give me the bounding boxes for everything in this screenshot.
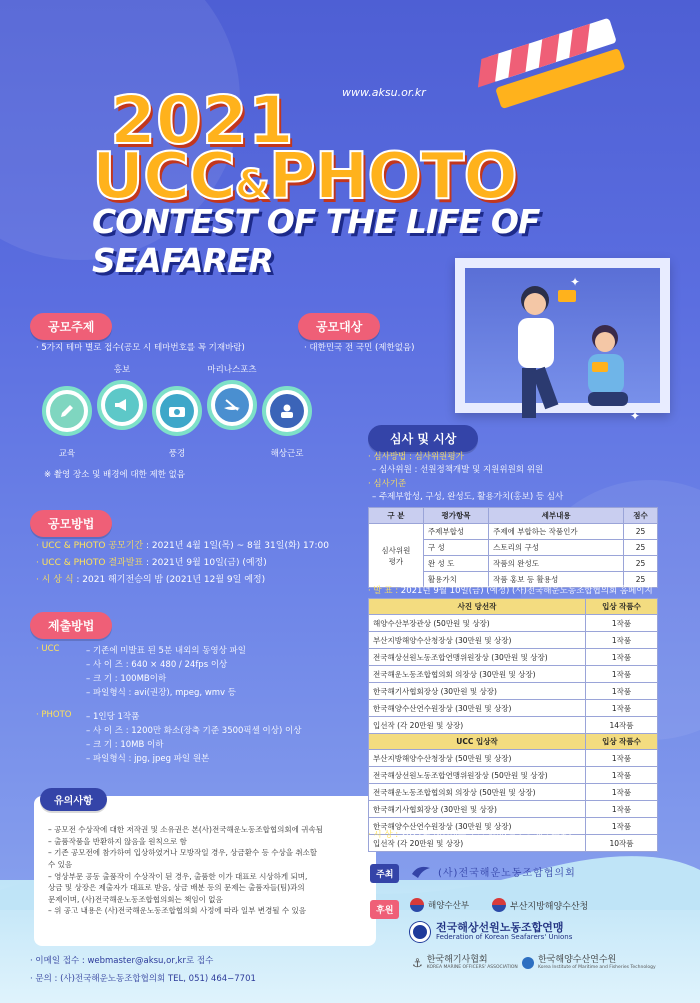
table-row: 부산지방해양수산청장상 (50만원 및 상장) 1작품 [369,750,658,767]
anchor-icon: ⚓ [412,956,423,971]
target-line: · 대한민국 전 국민 (제한없음) [304,343,415,353]
theme-heading: 공모주제 [30,313,112,340]
megaphone-icon [112,395,132,415]
ucc-label: · UCC [36,644,60,654]
union-logo-icon [410,862,432,880]
contact-phone: · 문의 : (사)전국해운노동조합협의회 TEL, 051) 464−7701 [30,974,256,984]
judging-method: · 심사방법 : 심사위원평가 [368,452,464,462]
sponsor-fksu: 전국해상선원노동조합연맹 Federation of Korean Seafarers' Unions [410,922,572,942]
method-period: · UCC & PHOTO 공모기간 : 2021년 4월 1일(목) ~ 8월 31일(화) 17:00 [36,541,329,551]
judging-criteria: – 주제부합성, 구성, 완성도, 활용가치(홍보) 등 심사 [372,492,564,502]
table-row: 한국해기사협회장상 (30만원 및 상장) 1작품 [369,801,658,818]
email-link[interactable]: webmaster@aksu,or,kr [87,956,186,966]
svg-text:✦: ✦ [630,409,641,423]
sponsor-busan: 부산지방해양수산청 [492,898,588,912]
title-main: UCC&PHOTO [92,140,517,214]
taegeuk-icon [492,898,506,912]
judging-heading: 심사 및 시상 [368,425,478,452]
table-row: 전국해운노동조합협의회 의장상 (50만원 및 상장) 1작품 [369,784,658,801]
notice-heading: 유의사항 [40,788,107,811]
table-row: 해양수산부장관상 (50만원 및 상장) 1작품 [369,615,658,632]
host-logo: (사)전국해운노동조합협의회 [410,862,576,880]
theme-label-marina: 마리나스포츠 [207,365,257,375]
worker-icon [277,401,297,421]
judging-criteria-label: · 심사기준 [368,479,407,489]
theme-work[interactable] [262,386,312,436]
clapperboard-icon [470,8,630,118]
globe-icon [522,957,534,969]
method-heading: 공모방법 [30,510,112,537]
table-row: 완 성 도 작품의 완성도 25 [369,556,658,572]
award-table: 사진 당선작 입상 작품수 해양수산부장관상 (50만원 및 상장) 1작품 부산지방해양수산청장상 (30만원 및 상장) 1작품 전국해상선원노동조합연맹위원장상 (30만원 및 상장) 1작품 전국해운노동조합협의회 의장상 (30만원 및 상장) 1작품 한국해기사협회장상 (30만원 및 상장) 1작품 한국해양수산연수원장상 (30만원 및 상장) 1작품 입선작 (각 20만원 및 상장) 14작품 UCC 입상작 입상 작품수 부산지방해양수산청장상 (50만원 및 상장) 1작품 전국해상선원노동조합연맹위원장상 (50만원 및 상장) 1작품 전국해운노동조합협의회 의장상 (50만원 및 상장) 1작품 한국해기사협회장상 (30만원 및 상장) 1작품 한국해양수산연수원장상 (30만원 및 상장) 1작품 입선작 (각 20만원 및 상장) 10작품 [368,598,658,852]
theme-edu[interactable] [42,386,92,436]
taegeuk-icon [410,898,424,912]
theme-label-promo: 홍보 [113,365,131,375]
table-row: 한국해기사협회장상 (30만원 및 상장) 1작품 [369,683,658,700]
method-ceremony: · 시 상 식 : 2021 해기전승의 밤 (2021년 12월 9일 예정) [36,575,266,585]
submit-heading: 제출방법 [30,612,112,639]
pencil-icon [57,401,77,421]
table-row: 심사위원 평가 주제부합성 주제에 부합하는 작품인가 25 [369,524,658,540]
table-row: 부산지방해양수산청장상 (30만원 및 상장) 1작품 [369,632,658,649]
photo-label: · PHOTO [36,710,72,720]
theme-label-work: 해상근로 [270,449,304,459]
announce-line: · 발 표 : 2021년 9월 10일(금) (예정) (사)전국해운노동조합협의회 홈페이지 [368,586,653,596]
criteria-table: 구 분 평가항목 세부내용 점수 심사위원 평가 주제부합성 주제에 부합하는 작품인가 25 구 성 스토리의 구성 25 완 성 도 작품의 완성도 25 활용가치 작품 홍보 등 활용성 25 [368,507,658,588]
table-row: 구 성 스토리의 구성 25 [369,540,658,556]
table-row: 활용가치 작품 홍보 등 활용성 25 [369,572,658,588]
notice-box: – 공모전 수상작에 대한 저작권 및 소유권은 본(사)전국해운노동조합협의회에 귀속됨 – 출품작품을 반환하지 않음을 원칙으로 함 – 기존 공모전에 참가하여 입상하였거나 모방작일 경우, 상금환수 등 수상을 취소할 수 있음 – 영상부문 공동 출품작이 수상작이 된 경우, 출품한 이가 대표로 시상하게 되며, 상금 및 상장은 제출자가 대표로 받음, 상금 배분 등의 문제는 출품자들(팀)과의 문제이며, (사)전국해운노동조합협의회는 책임이 없음 – 위 공고 내용은 (사)전국해운노동조합협의회 사정에 따라 일부 변경될 수 있음 [34,796,376,946]
theme-label-edu: 교육 [58,449,76,459]
sponsor-kmoa: ⚓ 한국해기사협회 KOREA MARINE OFFICERS' ASSOCIATION [412,955,518,971]
svg-text:✦: ✦ [570,275,581,289]
sponsor-label: 후원 [370,900,399,919]
host-label: 주최 [370,864,399,883]
sponsor-mof: 해양수산부 [410,898,469,912]
sponsor-kimft: 한국해양수산연수원 Korea Institute of Maritime and Fisheries Technology [522,956,656,971]
kayak-icon [222,395,242,415]
table-row: 한국해양수산연수원장상 (30만원 및 상장) 1작품 [369,700,658,717]
couple-illustration [480,270,650,440]
table-row: 한국해양수산연수원장상 (30만원 및 상장) 1작품 [369,818,658,835]
ceremony-line: · 시 상 : 2021년 해기전승의 밤 행사(별도 공지 · 통보) [368,830,572,840]
table-row: 입선작 (각 20만원 및 상장) 10작품 [369,835,658,852]
theme-note: ※ 촬영 장소 및 배경에 대한 제한 없음 [44,470,185,480]
theme-label-scenery: 풍경 [168,449,186,459]
camera-icon [167,401,187,421]
target-heading: 공모대상 [298,313,380,340]
title-subtitle: CONTEST OF THE LIFE OF SEAFARER [92,202,540,280]
table-row: 전국해상선원노동조합연맹위원장상 (30만원 및 상장) 1작품 [369,649,658,666]
method-result: · UCC & PHOTO 결과발표 : 2021년 9월 10일(금) (예정) [36,558,267,568]
photo-details: – 1인당 1작품 – 사 이 즈 : 1200만 화소(장축 기준 3500픽셀 이상) 이상 – 크 기 : 10MB 이하 – 파일형식 : jpg, jpeg 파일 원본 [86,712,302,765]
table-row: 입선작 (각 20만원 및 상장) 14작품 [369,717,658,734]
table-row: 전국해운노동조합협의회 의장상 (30만원 및 상장) 1작품 [369,666,658,683]
theme-scenery[interactable] [152,386,202,436]
theme-line: · 5가지 테마 별로 접수(공모 시 테마번호를 꼭 기재바람) [36,343,245,353]
table-row: 전국해상선원노동조합연맹위원장상 (50만원 및 상장) 1작품 [369,767,658,784]
title-year: 2021 [110,82,294,159]
contact-email: · 이메일 접수 : webmaster@aksu,or,kr로 접수 [30,956,214,966]
theme-promo[interactable] [97,380,147,430]
judging-panel: – 심사위원 : 선원정책개발 및 지원위원회 위원 [372,465,544,475]
ucc-details: – 기존에 미발표 된 5분 내외의 동영상 파일 – 사 이 즈 : 640 × 480 / 24fps 이상 – 크 기 : 100MB이하 – 파일형식 : avi(권장), mpeg, wmv 등 [86,646,246,699]
fksu-logo-icon [410,922,430,942]
website-url[interactable]: www.aksu.or.kr [342,86,426,99]
theme-marina[interactable] [207,380,257,430]
